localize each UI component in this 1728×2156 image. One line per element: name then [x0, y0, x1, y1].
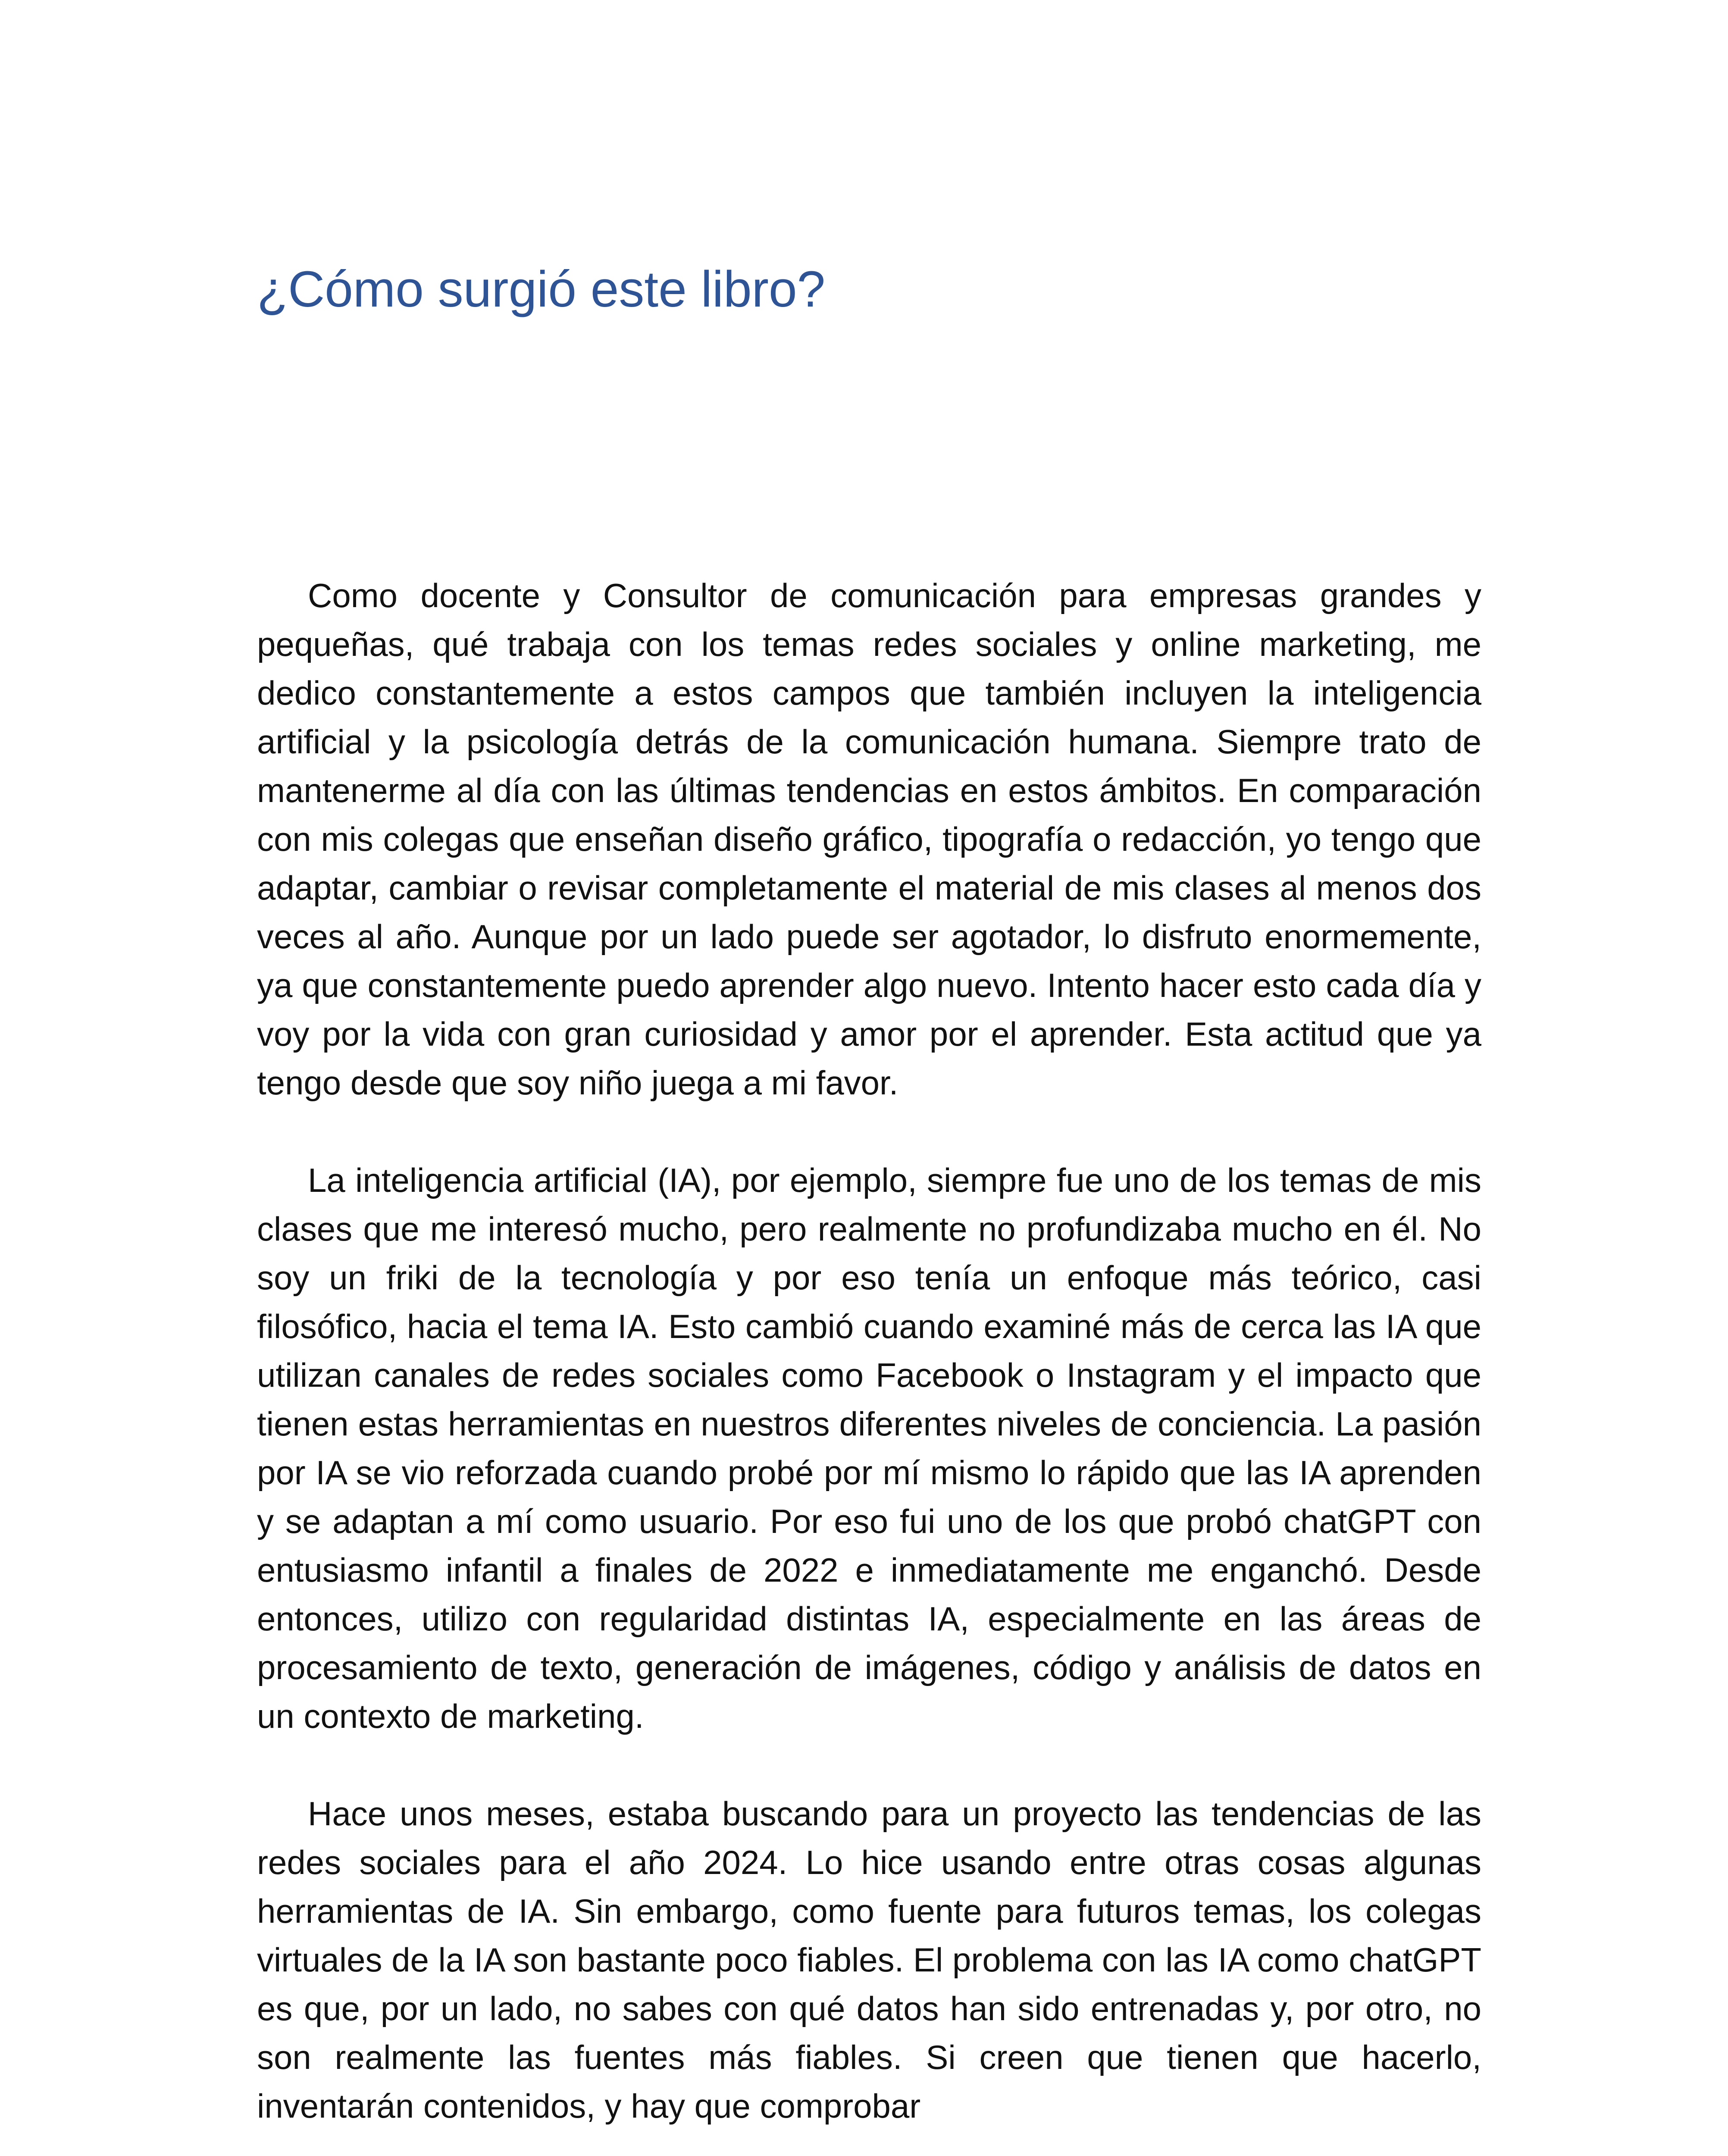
paragraph-3: Hace unos meses, estaba buscando para un proyecto las tendencias de las redes sociales para el año 2024. Lo hice usando entre otras cosas algunas herramientas de IA. Sin embargo, como fuente para futuros temas, los colegas virtuales de la IA son bastante poco fiables. El problema con las IA como chatGPT es que, por un lado, no sabes con qué datos han sido entrenadas y, por otro, no son realmente las fuentes más fiables. Si creen que tienen que hacerlo, inventarán contenidos, y hay que comprobar	[257, 1795, 1481, 2125]
paragraph-2: La inteligencia artificial (IA), por ejemplo, siempre fue uno de los temas de mis clases que me interesó mucho, pero realmente no profundizaba mucho en él. No soy un friki de la tecnología y por eso tenía un enfoque más teórico, casi filosófico, hacia el tema IA. Esto cambió cuando examiné más de cerca las IA que utilizan canales de redes sociales como Facebook o Instagram y el impacto que tienen estas herramientas en nuestros diferentes niveles de conciencia. La pasión por IA se vio reforzada cuando probé por mí mismo lo rápido que las IA aprenden y se adaptan a mí como usuario. Por eso fui uno de los que probó chatGPT con entusiasmo infantil a finales de 2022 e inmediatamente me enganchó. Desde entonces, utilizo con regularidad distintas IA, especialmente en las áreas de procesamiento de texto, generación de imágenes, código y análisis de datos en un contexto de marketing.	[257, 1161, 1481, 1735]
body-text	[257, 571, 1481, 2131]
chapter-title: ¿Cómo surgió este libro?	[257, 261, 826, 318]
paragraph-1: Como docente y Consultor de comunicación para empresas grandes y pequeñas, qué trabaja con los temas redes sociales y online marketing, me dedico constantemente a estos campos que también incluyen la inteligencia artificial y la psicología detrás de la comunicación humana. Siempre trato de mantenerme al día con las últimas tendencias en estos ámbitos. En comparación con mis colegas que enseñan diseño gráfico, tipografía o redacción, yo tengo que adaptar, cambiar o revisar completamente el material de mis clases al menos dos veces al año. Aunque por un lado puede ser agotador, lo disfruto enormemente, ya que constantemente puedo aprender algo nuevo. Intento hacer esto cada día y voy por la vida con gran curiosidad y amor por el aprender. Esta actitud que ya tengo desde que soy niño juega a mi favor.	[257, 577, 1481, 1102]
